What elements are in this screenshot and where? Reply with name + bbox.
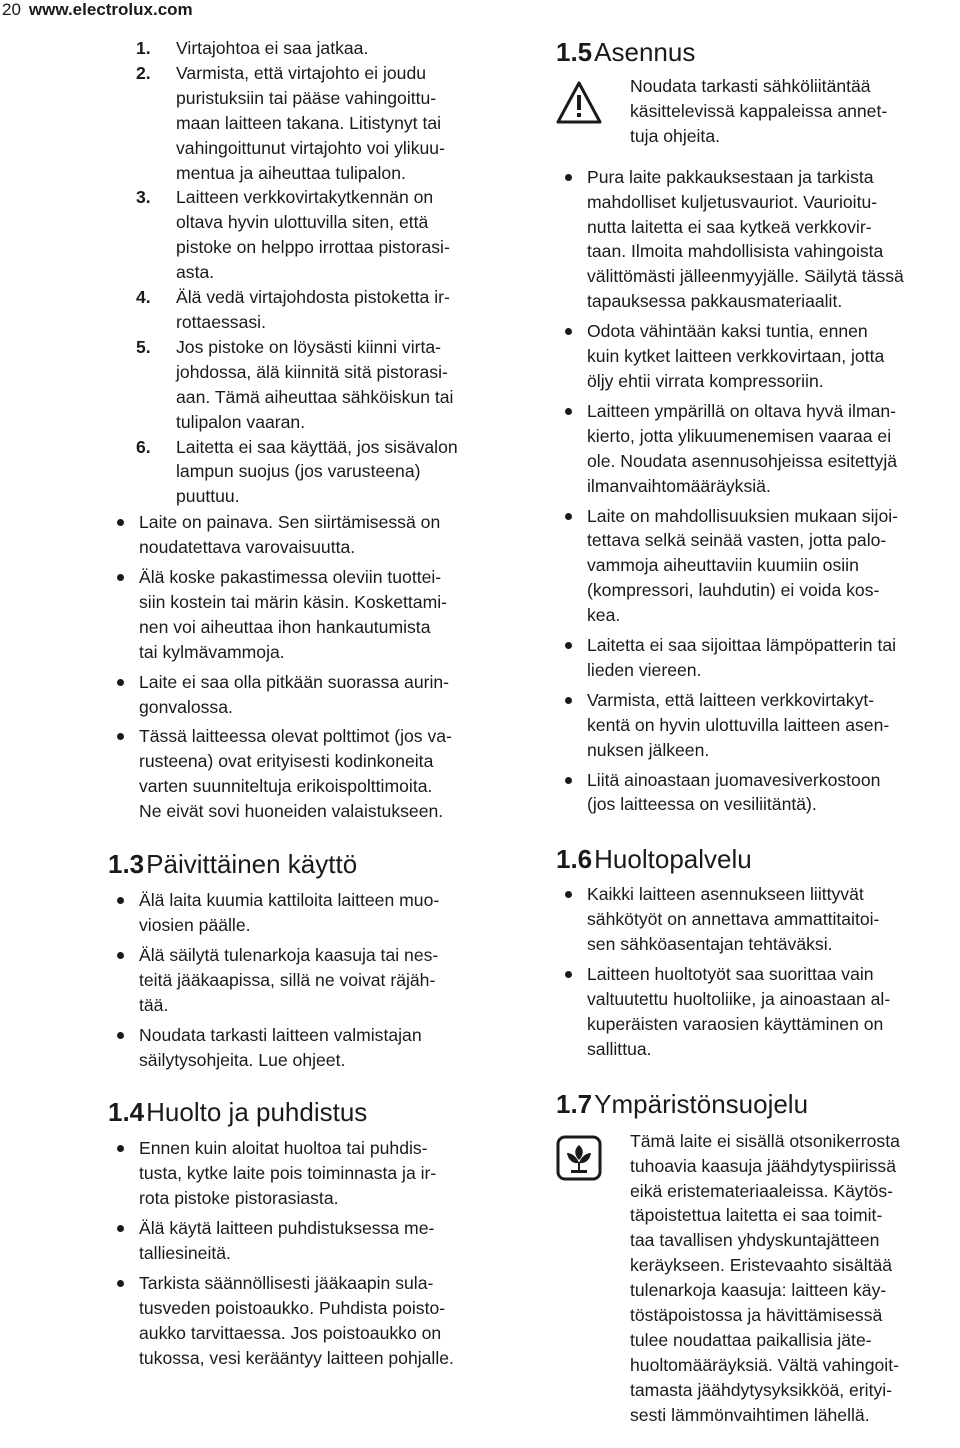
text-line: Noudata tarkasti sähköliitäntää [630,76,871,96]
warning-note [556,74,960,149]
text-line: tukossa, vesi kerääntyy laitteen pohjalle. [139,1347,454,1368]
item-number: 5. [136,336,151,357]
section-number: 1.3 [108,849,145,880]
text-line: Laitetta ei saa käyttää, jos sisävalon [176,436,458,457]
text-line: rottaessasi. [176,311,266,332]
text-line: kuperäisten varaosien käyttäminen on [587,1013,884,1034]
bullet-item [108,1271,528,1371]
text-line: tusveden poistoaukko. Puhdista poisto- [139,1297,446,1318]
text-line: Älä koske pakastimessa oleviin tuottei- [139,567,442,588]
bullet-item [556,165,960,314]
section-number: 1.6 [556,844,593,875]
text-line: kierto, jotta ylikuumenemisen vaaraa ei [587,425,892,446]
text-line: johdossa, älä kiinnitä sitä pistorasi- [176,361,448,382]
text-line: varten suunniteltuja erikoispolttimoita. [139,776,433,797]
text-line: valtuutettu huoltoliike, ja ainoastaan al- [587,989,891,1009]
text-line: välittömästi jälleenmyyjälle. Säilytä tässä [587,266,904,287]
bullet-item [108,1136,528,1211]
text-line: nuksen jälkeen. [587,739,710,760]
section-heading-service [556,843,960,875]
text-line: Älä laita kuumia kattiloita laitteen muo- [139,890,440,911]
text-line: Laitteen huoltotyöt saa suorittaa vain [587,964,874,985]
text-line: Laitteen verkkovirtakytkennän on [176,187,434,208]
text-line: teitä jääkaapissa, sillä ne voivat räjäh- [139,969,436,990]
text-line: Laitteen ympärillä on oltava hyvä ilman- [587,400,897,421]
text-line: öljy ehtii virrata kompressoriin. [587,370,824,391]
bullet-list [556,882,960,1061]
text-line: tuhoavia kaasuja jäähdytyspiirissä [630,1155,897,1176]
bullet-list [556,165,960,818]
text-line: käsittelevissä kappaleissa annet- [630,100,888,121]
text-line: Varmista, että laitteen verkkovirtakyt- [587,689,875,710]
bullet-item [108,670,528,720]
text-line: vahingoittunut virtajohto voi ylikuu- [176,137,445,158]
text-line: tai kylmävammoja. [139,641,285,662]
bullet-list [108,510,528,824]
bullet-item [108,724,528,824]
section-title: Asennus [594,37,696,67]
section-heading-installation [556,36,960,68]
item-number: 1. [136,38,151,58]
environment-note [556,1129,960,1428]
text-line: talliesineitä. [139,1243,231,1264]
text-line: nen voi aiheuttaa ihon hankautumista [139,616,431,637]
text-line: (kompressori, lauhdutin) ei voida kos- [587,580,880,601]
text-line: Varmista, että virtajohto ei joudu [176,62,427,83]
section-number: 1.4 [108,1097,145,1128]
text-line: viosien päälle. [139,915,251,935]
bullet-item [556,962,960,1062]
text-line: tamasta jäähdytysyksikköä, erityi- [630,1379,893,1400]
numbered-item [108,285,528,335]
left-column [108,36,528,1371]
text-line: Älä vedä virtajohdosta pistoketta ir- [176,287,450,308]
item-number: 4. [136,287,151,308]
text-line: ole. Noudata asennusohjeissa esitettyjä [587,450,898,471]
text-line: taa tavallisen yhdyskuntajätteen [630,1230,880,1251]
text-line: rusteena) ovat erityisesti kodinkoneita [139,751,434,772]
site-url[interactable]: www.electrolux.com [28,0,193,19]
text-line: tapauksessa pakkausmateriaalit. [587,291,843,312]
text-line: gonvalossa. [139,696,233,717]
text-line: Älä säilytä tulenarkoja kaasuja tai nes- [139,944,439,965]
text-line: Liitä ainoastaan juomavesiverkostoon [587,769,881,790]
text-line: tulipalon vaaran. [176,411,306,432]
text-line: sallittua. [587,1038,652,1059]
text-line: Odota vähintään kaksi tuntia, ennen [587,321,868,342]
text-line: Ne eivät sovi huoneiden valaistukseen. [139,801,444,822]
text-line: asta. [176,262,215,283]
text-line: taan. Ilmoita mahdollisista vahingoista [587,241,884,262]
text-line: Tässä laitteessa olevat polttimot (jos va- [139,726,452,747]
text-line: Noudata tarkasti laitteen valmistajan [139,1024,422,1045]
text-line: siin kostein tai märin käsin. Koskettami- [139,591,448,612]
text-line: Tämä laite ei sisällä otsonikerrosta [630,1130,900,1151]
text-line: (jos laitteessa on vesiliitäntä). [587,794,817,815]
bullet-item [556,504,960,629]
text-line: puristuksiin tai pääse vahingoittu- [176,87,437,108]
text-line: vammoja aiheuttaviin kuumiin osiin [587,555,859,576]
section-heading-daily-use [108,848,528,880]
bullet-list [108,1136,528,1370]
text-line: Laitetta ei saa sijoittaa lämpöpatterin tai [587,635,897,656]
bullet-item [108,943,528,1018]
section-title: Ympäristönsuojelu [594,1088,809,1119]
text-line: kea. [587,605,621,626]
text-line: säilytysohjeita. Lue ohjeet. [139,1049,346,1070]
text-line: huoltomääräyksiä. Vältä vahingoit- [630,1354,899,1375]
bullet-item [108,1216,528,1266]
section-heading-maintenance [108,1096,528,1128]
text-line: Virtajohtoa ei saa jatkaa. [176,38,369,58]
text-line: tuja ohjeita. [630,125,720,146]
text-line: eikä eristemateriaaleissa. Käytös- [630,1180,894,1201]
bullet-item [556,319,960,394]
text-line: lieden viereen. [587,659,702,680]
text-line: puuttuu. [176,486,240,507]
section-number: 1.7 [556,1088,593,1119]
numbered-item [108,435,528,510]
item-number: 2. [136,62,151,83]
text-line: mentua ja aiheuttaa tulipalon. [176,162,406,183]
text-line: Laite ei saa olla pitkään suorassa aurin- [139,671,450,692]
text-line: tusta, kytke laite pois toiminnasta ja ir- [139,1163,437,1184]
text-line: pistoke on helppo irrottaa pistorasi- [176,237,450,258]
bullet-item [108,565,528,665]
text-line: Kaikki laitteen asennukseen liittyvät [587,884,864,905]
text-line: Ennen kuin aloitat huoltoa tai puhdis- [139,1138,428,1159]
section-title: Päivittäinen käyttö [146,849,358,880]
text-line: tulee noudattaa paikallisia jäte- [630,1329,872,1350]
numbered-list [108,36,528,509]
page-number: 20 [2,0,21,19]
text-line: Laite on mahdollisuuksien mukaan sijoi- [587,505,898,526]
text-line: lampun suojus (jos varusteena) [176,461,421,482]
text-line: Älä käytä laitteen puhdistuksessa me- [139,1218,435,1239]
warning-triangle-icon [556,80,602,126]
text-line: tettava selkä seinää vasten, jotta palo- [587,530,887,551]
section-heading-environment [556,1088,960,1120]
text-line: ilmanvaihtomääräyksiä. [587,475,771,496]
bullet-item [556,399,960,499]
text-line: keräykseen. Eristevaahto sisältää [630,1255,893,1276]
section-title: Huolto ja puhdistus [146,1097,368,1128]
bullet-list [108,888,528,1072]
text-line: aukko tarvittaessa. Jos poistoaukko on [139,1322,442,1343]
item-number: 6. [136,436,151,457]
text-line: tää. [139,994,169,1015]
text-line: aan. Tämä aiheuttaa sähköiskun tai [176,386,454,407]
item-number: 3. [136,187,151,208]
numbered-item [108,61,528,186]
recycling-flower-icon [556,1135,602,1181]
text-line: töstäpoistossa ja hävittämisessä [630,1305,883,1326]
bullet-item [556,882,960,957]
text-line: Pura laite pakkauksestaan ja tarkista [587,166,874,187]
bullet-item [556,768,960,818]
text-line: noudatettava varovaisuutta. [139,537,356,558]
text-line: tulenarkoja kaasuja: laitteen käy- [630,1280,887,1301]
text-line: Tarkista säännöllisesti jääkaapin sula- [139,1272,434,1293]
text-line: Laite on painava. Sen siirtämisessä on [139,512,441,533]
bullet-item [108,1023,528,1073]
right-column [556,36,960,1444]
bullet-item [556,688,960,763]
section-title: Huoltopalvelu [594,844,752,875]
bullet-item [108,510,528,560]
text-line: rota pistoke pistorasiasta. [139,1188,339,1209]
numbered-item [108,36,528,61]
numbered-item [108,335,528,435]
bullet-item [108,888,528,938]
text-line: mahdolliset kuljetusvauriot. Vaurioitu- [587,191,878,212]
text-line: Jos pistoke on löysästi kiinni virta- [176,336,441,357]
page-header [2,0,193,20]
text-line: kuin kytket laitteen verkkovirtaan, jotta [587,346,885,367]
text-line: nutta laitetta ei saa kytkeä verkkovir- [587,216,872,237]
text-line: sähkötyöt on annettava ammattitaitoi- [587,909,880,930]
text-line: sesti lämmönvaihtimen lähellä. [630,1404,870,1425]
text-line: täpoistettua laitetta ei saa toimit- [630,1205,883,1226]
numbered-item [108,185,528,285]
text-line: oltava hyvin ulottuvilla siten, että [176,212,429,233]
text-line: maan laitteen takana. Litistynyt tai [176,112,442,133]
bullet-item [556,633,960,683]
text-line: sen sähköasentajan tehtäväksi. [587,934,833,955]
section-number: 1.5 [556,37,593,67]
text-line: kentä on hyvin ulottuvilla laitteen asen- [587,714,890,735]
